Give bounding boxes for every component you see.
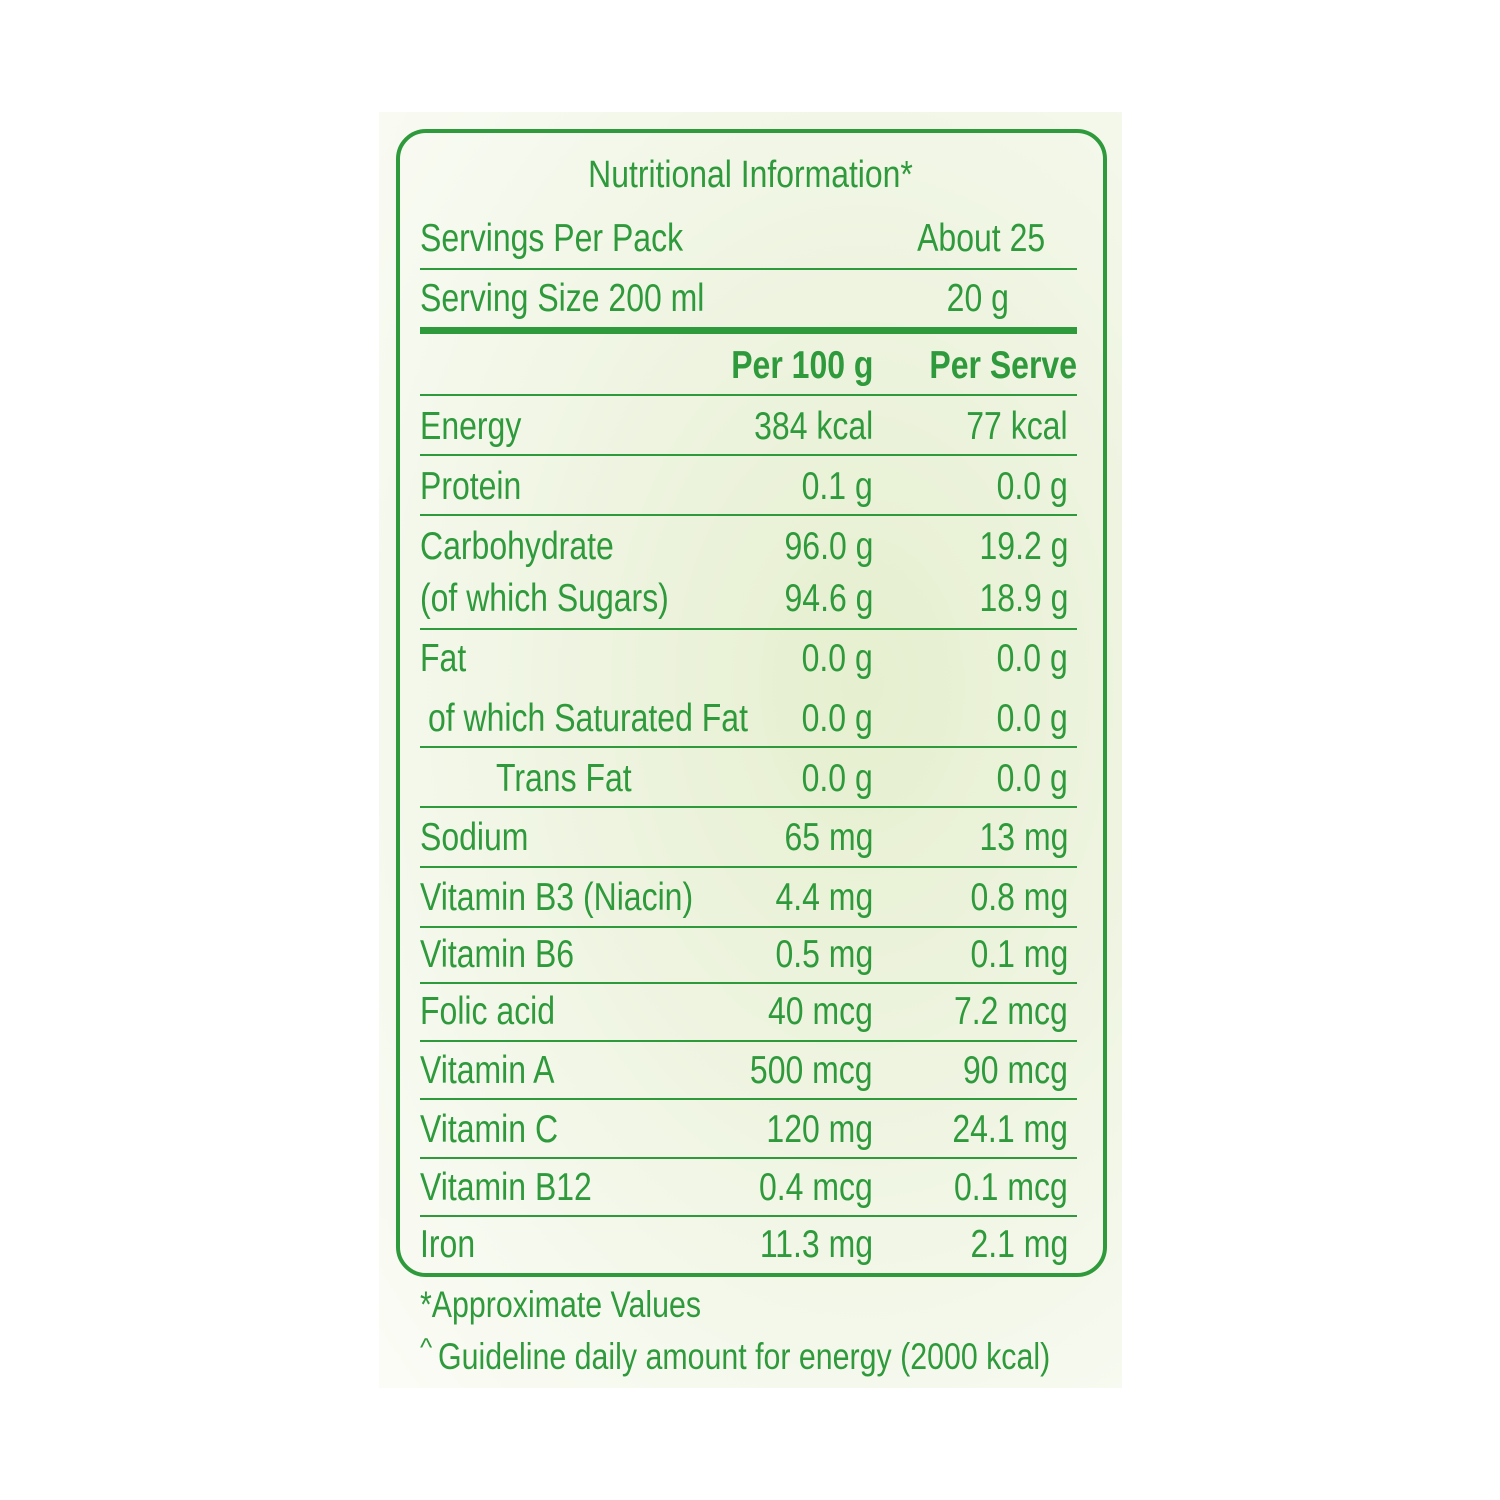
serving-size-label: Serving Size 200 ml <box>420 277 705 320</box>
nutrient-name: Vitamin A <box>420 1049 555 1092</box>
nutrient-per-serve: 0.0 g <box>996 697 1068 740</box>
nutrient-name: Vitamin B3 (Niacin) <box>420 876 694 919</box>
nutrient-name: Trans Fat <box>496 757 632 800</box>
nutrient-per-100g: 94.6 g <box>784 577 873 620</box>
nutrient-per-serve: 0.1 mg <box>970 933 1068 976</box>
label-title: Nutritional Information* <box>588 154 913 196</box>
nutrient-row-sugars <box>420 574 1077 624</box>
nutrient-name: of which Saturated Fat <box>428 697 748 740</box>
servings-per-pack-row <box>420 214 1077 264</box>
nutrient-row-sodium <box>420 813 1077 863</box>
nutrient-per-100g: 96.0 g <box>784 525 873 568</box>
nutrient-per-100g: 4.4 mg <box>775 876 873 919</box>
nutrient-row-energy <box>420 402 1077 452</box>
divider <box>420 806 1077 808</box>
nutrient-row-fat <box>420 634 1077 684</box>
footnote-caret: ^ <box>420 1332 433 1362</box>
nutrient-row-vitamin-b3 <box>420 873 1077 923</box>
nutrient-per-100g: 120 mg <box>766 1108 873 1151</box>
nutrient-name: Vitamin B12 <box>420 1166 592 1209</box>
divider <box>420 514 1077 516</box>
nutrient-row-folic-acid <box>420 987 1077 1037</box>
nutrient-per-serve: 0.1 mcg <box>954 1166 1068 1209</box>
nutrient-per-serve: 19.2 g <box>979 525 1068 568</box>
nutrient-row-carbohydrate <box>420 522 1077 572</box>
nutrient-per-100g: 0.4 mcg <box>759 1166 873 1209</box>
nutrient-row-saturated-fat <box>420 694 1077 744</box>
nutrient-name: Folic acid <box>420 990 556 1033</box>
nutrient-name: Protein <box>420 465 522 508</box>
nutrient-name: Vitamin C <box>420 1108 559 1151</box>
nutrient-per-serve: 24.1 mg <box>952 1108 1068 1151</box>
divider <box>420 454 1077 456</box>
nutrient-name: Fat <box>420 637 467 680</box>
nutrient-per-serve: 0.8 mg <box>970 876 1068 919</box>
nutrient-row-vitamin-b12 <box>420 1163 1077 1213</box>
nutrient-per-serve: 77 kcal <box>966 405 1068 448</box>
servings-per-pack-label: Servings Per Pack <box>420 217 684 260</box>
nutrient-per-serve: 18.9 g <box>979 577 1068 620</box>
divider <box>420 1040 1077 1042</box>
divider <box>420 746 1077 748</box>
nutrient-per-100g: 384 kcal <box>753 405 873 448</box>
footnote-guideline: Guideline daily amount for energy (2000 kcal) <box>438 1336 1051 1377</box>
nutrient-row-vitamin-b6 <box>420 930 1077 980</box>
nutrient-name: Iron <box>420 1223 476 1266</box>
nutrient-per-serve: 90 mcg <box>963 1049 1068 1092</box>
nutrient-name: Sodium <box>420 816 529 859</box>
nutrient-per-serve: 7.2 mcg <box>954 990 1068 1033</box>
divider <box>420 394 1077 396</box>
divider <box>420 926 1077 928</box>
nutrient-per-100g: 500 mcg <box>750 1049 873 1092</box>
divider <box>420 1157 1077 1159</box>
servings-per-pack-value: About 25 <box>916 217 1045 260</box>
nutrient-per-100g: 11.3 mg <box>759 1223 873 1266</box>
divider <box>420 628 1077 630</box>
nutrient-per-serve: 2.1 mg <box>970 1223 1068 1266</box>
footnote-approximate: *Approximate Values <box>420 1284 702 1325</box>
nutrient-name: Carbohydrate <box>420 525 614 568</box>
thick-divider <box>420 327 1077 334</box>
nutrient-per-100g: 65 mg <box>784 816 873 859</box>
divider <box>420 982 1077 984</box>
nutrient-row-vitamin-a <box>420 1046 1077 1096</box>
nutrient-row-protein <box>420 462 1077 512</box>
nutrient-per-100g: 0.1 g <box>801 465 873 508</box>
divider <box>420 268 1077 270</box>
nutrient-row-vitamin-c <box>420 1105 1077 1155</box>
nutrient-row-trans-fat <box>420 754 1077 804</box>
serving-size-row <box>420 274 1077 324</box>
nutrient-per-100g: 0.0 g <box>801 697 873 740</box>
header-per-serve: Per Serve <box>929 344 1077 387</box>
nutrient-name: Energy <box>420 405 522 448</box>
nutrient-per-100g: 0.0 g <box>801 757 873 800</box>
nutrient-per-100g: 0.5 mg <box>775 933 873 976</box>
serving-size-value: 20 g <box>946 277 1009 320</box>
divider <box>420 866 1077 868</box>
column-header-row <box>420 341 1077 391</box>
nutrient-per-serve: 0.0 g <box>996 637 1068 680</box>
nutrient-row-iron <box>420 1220 1077 1270</box>
nutrient-per-100g: 40 mcg <box>768 990 873 1033</box>
header-per-100g: Per 100 g <box>730 344 873 387</box>
divider <box>420 1215 1077 1217</box>
nutrient-per-100g: 0.0 g <box>801 637 873 680</box>
nutrient-per-serve: 13 mg <box>979 816 1068 859</box>
nutrient-name: (of which Sugars) <box>420 577 669 620</box>
nutrient-name: Vitamin B6 <box>420 933 575 976</box>
divider <box>420 1098 1077 1100</box>
nutrient-per-serve: 0.0 g <box>996 757 1068 800</box>
nutrient-per-serve: 0.0 g <box>996 465 1068 508</box>
